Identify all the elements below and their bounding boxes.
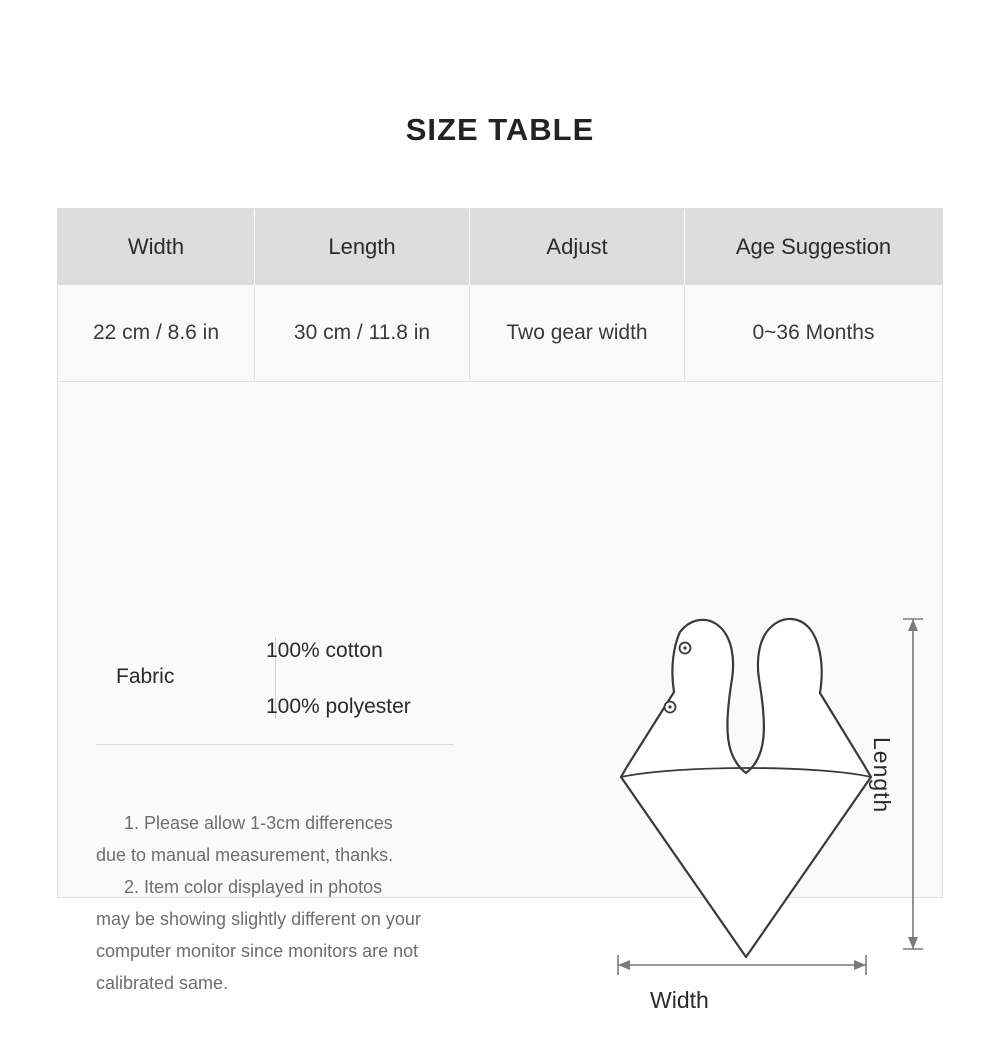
- bib-outline-icon: [528, 597, 928, 1037]
- table-row: [58, 285, 942, 382]
- diagram-length-label: Length: [869, 737, 895, 814]
- column-header-width: Width: [58, 209, 255, 285]
- size-table: [57, 208, 943, 1013]
- note-line: calibrated same.: [96, 973, 229, 993]
- details-panel: [58, 382, 942, 1013]
- column-header-length: Length: [255, 209, 470, 285]
- note-line: computer monitor since monitors are not: [96, 941, 419, 961]
- column-header-age-suggestion: Age Suggestion: [735, 234, 892, 259]
- note-line: 2. Item color displayed in photos: [124, 877, 383, 897]
- table-header-row: [58, 209, 942, 285]
- bib-diagram: [528, 597, 928, 1037]
- diagram-width-label: Width: [650, 987, 709, 1013]
- note-line: 1. Please allow 1-3cm differences: [124, 813, 393, 833]
- notes-block: [96, 807, 516, 999]
- cell-age-suggestion-value: 0~36 Months: [752, 321, 875, 344]
- fabric-value-polyester: 100% polyester: [266, 695, 411, 718]
- section-divider: [96, 744, 454, 745]
- column-header-adjust: Adjust: [470, 209, 685, 285]
- cell-length-value: 30 cm / 11.8 in: [255, 285, 470, 381]
- page-title: SIZE TABLE: [405, 112, 595, 147]
- note-line: may be showing slightly different on your: [96, 909, 421, 929]
- cell-width-value: 22 cm / 8.6 in: [58, 285, 255, 381]
- note-line: due to manual measurement, thanks.: [96, 845, 394, 865]
- fabric-value-cotton: 100% cotton: [266, 639, 383, 662]
- cell-adjust-value: Two gear width: [470, 285, 685, 381]
- fabric-label: Fabric: [116, 665, 175, 688]
